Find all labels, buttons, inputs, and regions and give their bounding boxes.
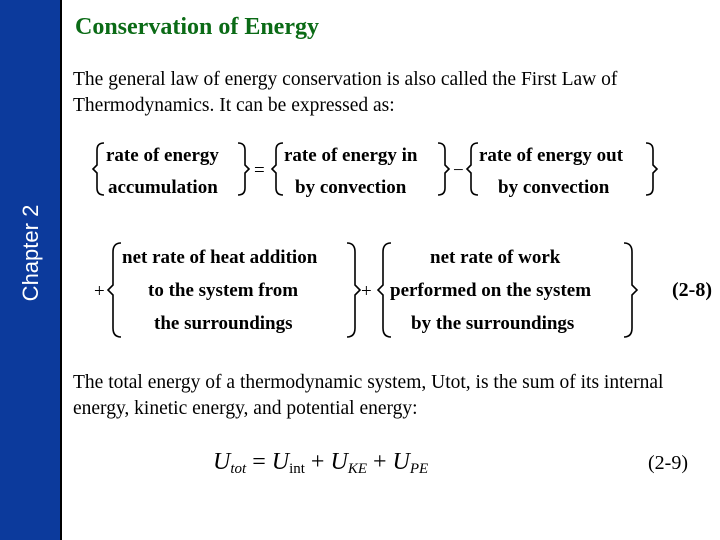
brace-left xyxy=(467,143,478,195)
heat-line-3: the surroundings xyxy=(154,313,293,334)
intro-paragraph: The general law of energy conservation is also called the First Law of Thermodynamics. It can be expressed as: xyxy=(73,69,618,116)
math-subscript: PE xyxy=(409,461,429,477)
equation-number: (2-9) xyxy=(648,452,688,474)
total-energy-equation xyxy=(213,449,428,478)
plus-sign: + xyxy=(361,281,372,302)
energy-in-line-1: rate of energy in xyxy=(284,145,418,166)
math-subscript: int xyxy=(289,461,305,477)
accum-line-2: accumulation xyxy=(108,177,218,198)
math-symbol: U xyxy=(392,449,410,475)
brace-right xyxy=(238,143,249,195)
equation-number: (2-8) xyxy=(672,279,712,301)
heat-line-2: to the system from xyxy=(148,280,299,301)
accum-line-1: rate of energy xyxy=(106,145,219,166)
brace-left xyxy=(272,143,283,195)
heat-line-1: net rate of heat addition xyxy=(122,247,318,268)
brace-left xyxy=(108,243,121,337)
math-subscript: tot xyxy=(230,461,247,477)
brace-right xyxy=(347,243,360,337)
math-operator: + xyxy=(310,449,325,475)
brace-right xyxy=(624,243,637,337)
energy-out-line-2: by convection xyxy=(498,177,610,198)
math-symbol: U xyxy=(213,449,231,475)
equals-sign: = xyxy=(254,160,265,181)
math-operator: + xyxy=(372,449,387,475)
brace-right xyxy=(438,143,449,195)
math-subscript: KE xyxy=(347,461,367,477)
work-line-3: by the surroundings xyxy=(411,313,575,334)
minus-sign: − xyxy=(453,160,464,181)
slide-title: Conservation of Energy xyxy=(75,14,319,40)
energy-in-line-2: by convection xyxy=(295,177,407,198)
energy-out-line-1: rate of energy out xyxy=(479,145,624,166)
math-symbol: U xyxy=(330,449,348,475)
total-energy-paragraph: The total energy of a thermodynamic system, Utot, is the sum of its internal energy, kinetic energy, and potential energy: xyxy=(73,372,664,419)
brace-left xyxy=(93,143,104,195)
math-operator: = xyxy=(252,449,266,475)
work-line-2: performed on the system xyxy=(390,280,592,301)
math-symbol: U xyxy=(271,449,290,475)
plus-sign: + xyxy=(94,281,105,302)
brace-right xyxy=(646,143,657,195)
chapter-label: Chapter 2 xyxy=(18,204,43,302)
work-line-1: net rate of work xyxy=(430,247,561,268)
